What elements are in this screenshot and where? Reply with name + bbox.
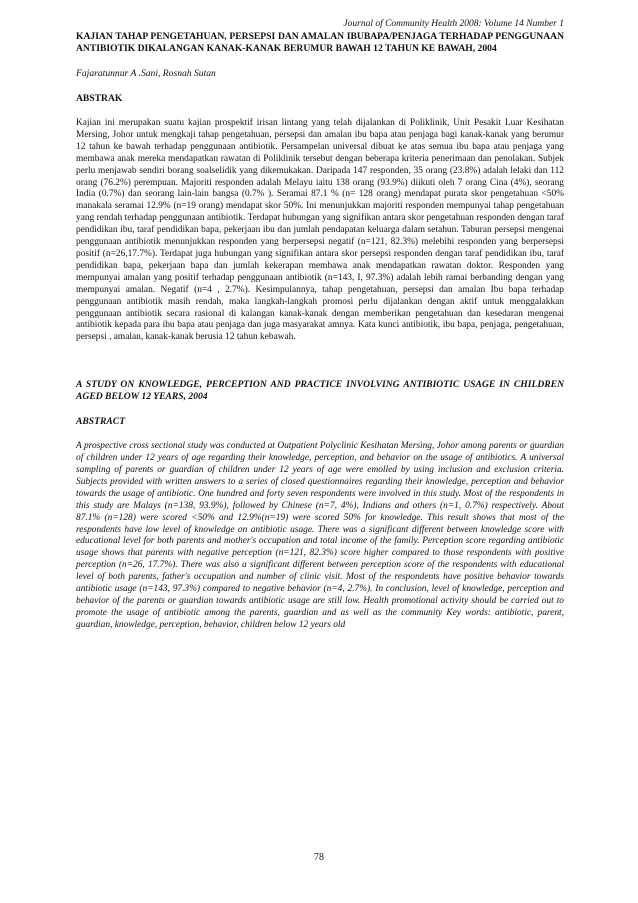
abstract-heading: ABSTRACT: [76, 416, 126, 428]
title-english: A STUDY ON KNOWLEDGE, PERCEPTION AND PRACTICE INVOLVING ANTIBIOTIC USAGE IN CHILDREN AGED BELOW 12 YEARS, 2004: [76, 379, 564, 403]
page-number: 78: [314, 852, 324, 863]
abstrak-body: Kajian ini merupakan suatu kajian prospektif irisan lintang yang telah dijalankan di Poliklinik, Unit Pesakit Luar Kesihatan Mersing, Johor untuk mengkaji tahap pengetahuan, persepsi dan amalan ibu bapa atau penjaga bagi kanak-kanak yang berumur 12 tahun ke bawah terhadap penggunaan antibiotik. Persampelan universal dibuat ke atas semua ibu bapa atau penjaga yang membawa anak mereka mendapatkan rawatan di Poliklinik tersebut dengan beberapa kriteria penerimaan dan penolakan. Subjek perlu menjawab sendiri borang soalselidik yang dikemukakan. Daripada 147 responden, 35 orang (23.8%) adalah lelaki dan 112 orang (76.2%) perempuan. Majoriti responden adalah Melayu iaitu 138 orang (93.9%) diikuti oleh 7 orang Cina (4%), seorang India (0.7%) dan seorang lain-lain bangsa (0.7% ). Seramai 87.1 % (n= 128 orang) mendapat purata skor pengetahuan <50% manakala seramai 12.9% (n=19 orang) mendapat skor 50%. Ini menunjukkan majoriti responden mempunyai tahap pengetahuan yang rendah terhadap penggunaan antibiotik. Terdapat hubungan yang signifikan antara skor pengetahuan responden dengan taraf pendidikan ibu, taraf pendidikan bapa, pekerjaan ibu dan jumlah pendapatan keluarga dalam setahun. Taburan persepsi mengenai penggunaan antibiotik menunjukkan responden yang berpersepsi negatif (n=121, 82.3%) melebihi responden yang berpersepsi positif (n=26,17.7%). Terdapat juga hubungan yang signifikan antara skor persepsi responden dengan taraf pendidikan ibu, taraf pendidikan bapa, pekerjaan bapa dan jumlah kekerapan membawa anak mendapatkan rawatan doktor. Responden yang mempunyai amalan yang positif terhadap penggunaan antibiotik (n=143, I, 97.3%) adalah lebih ramai berbanding dengan yang mempunyai amalan. Negatif (n=4 , 2.7%). Kesimpulannya, tahap pengetahuan, persepsi dan amalan Ibu bapa terhadap penggunaan antibiotik masih rendah, maka langkah-langkah promosi perlu dijalankan dengan aktif untuk menggalakkan penggunaan antibiotik secara rasional di kalangan kanak-kanak dengan memberikan pengetahuan dan kesedaran mengenai antibiotik kepada para ibu bapa atau penjaga dan juga masyarakat amnya. Kata kunci antibiotik, ibu bapa, penjaga, pengetahuan, persepsi , amalan, kanak-kanak berusia 12 tahun kebawah.: [76, 118, 564, 343]
abstrak-heading: ABSTRAK: [76, 93, 123, 104]
authors: Fajaratunnur A .Sani, Rosnah Sutan: [76, 68, 216, 79]
running-head: Journal of Community Health 2008: Volume 14 Number 1: [343, 19, 564, 29]
title-malay: KAJIAN TAHAP PENGETAHUAN, PERSEPSI DAN AMALAN IBUBAPA/PENJAGA TERHADAP PENGGUNAAN ANTIBIOTIK DIKALANGAN KANAK-KANAK BERUMUR BAWAH 12 TAHUN KE BAWAH, 2004: [76, 31, 564, 54]
paper-page: [76, 18, 564, 632]
abstract-body: A prospective cross sectional study was conducted at Outpatient Polyclinic Kesihatan Mersing, Johor among parents or guardian of children under 12 years of age regarding their knowledge, perception, and behavior on the usage of antibiotics. A universal sampling of parents or guardian of children under 12 years of age were emolled by using inclusion and exclusion criteria. Subjects provided with written answers to a series of closed questionnaires regarding their knowledge, perception and behavior towards the usage of antibiotic. One hundred and forty seven respondents were involved in this study. Most of the respondents in this study are Malays (n=138, 93.9%), followed by Chinese (n=7, 4%), Indians and others (n=1, 0.7%) respectively. About 87.1% (n=128) were scored <50% and 12.9%(n=19) were scored 50% for knowledge. This result shows that most of the respondents have low level of knowledge on antibiotic usage. There was a significant different between knowledge score with educational level for both parents and mother's occupation and total income of the family. Perception score regarding antibiotic usage shows that parents with negative perception (n=121, 82.3%) score higher compared to those respondents with positive perception (n=26, 17.7%). There was also a significant different between perception score of the respondents with educational level of both parents, father's occupation and number of clinic visit. Most of the respondents have positive behavior towards antibiotic usage (n=143, 97.3%) compared to negative behavior (n=4, 2.7%). In conclusion, level of knowledge, perception and behavior of the parents or guardian towards antibiotic usage are still low. Health promotional activity should be carried out to promote the usage of antibiotic among the parents, guardian and as well as the community Key words: antibiotic, parent, guardian, knowledge, perception, behavior, children below 12 years old: [76, 441, 564, 630]
